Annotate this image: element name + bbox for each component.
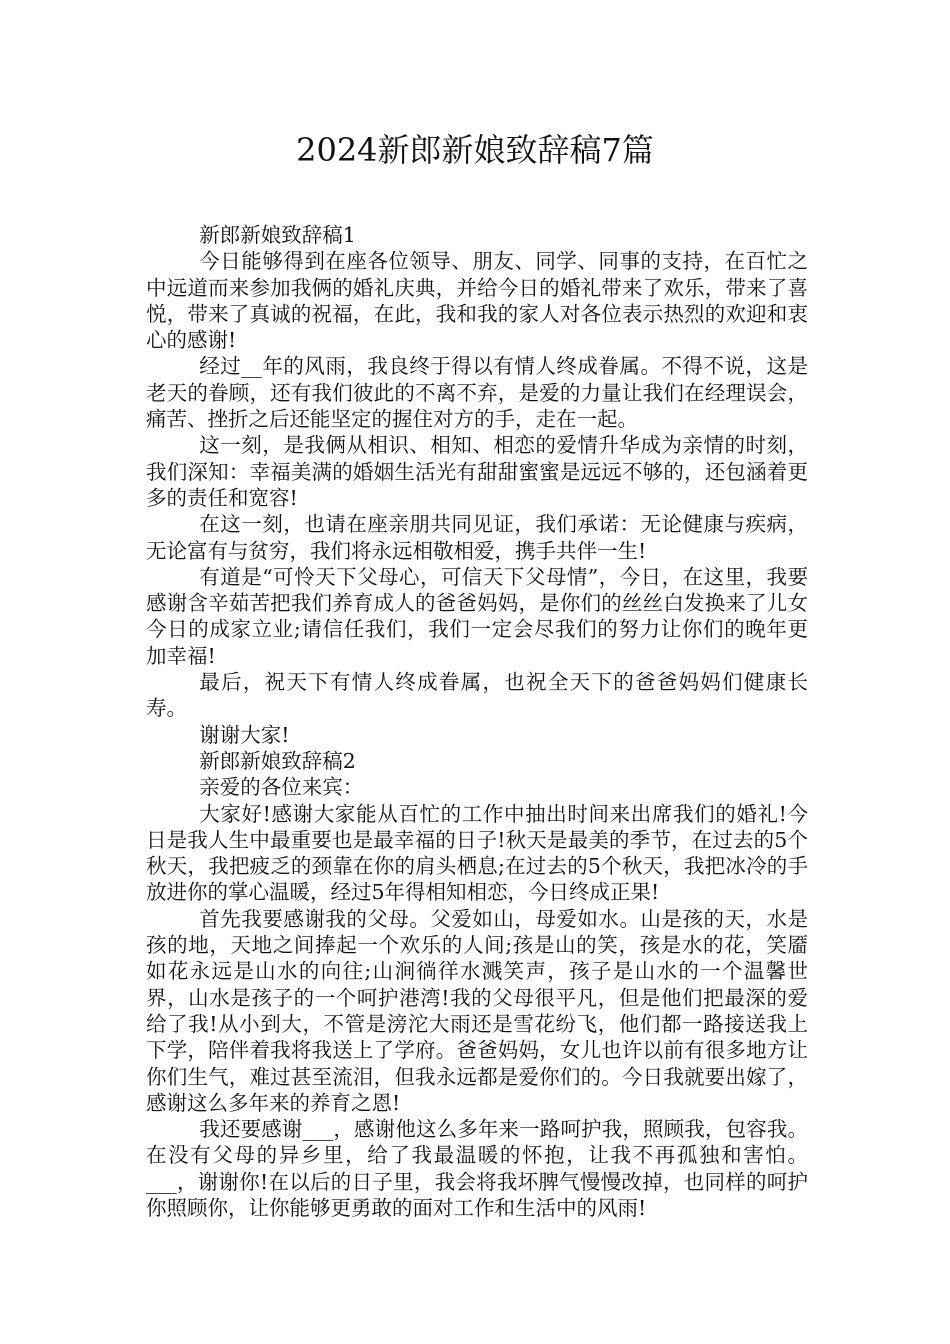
paragraph: 在这一刻，也请在座亲朋共同见证，我们承诺：无论健康与疾病，无论富有与贫穷，我们将永远相敬相爱，携手共伴一生! bbox=[146, 512, 808, 563]
section-heading-2: 新郎新娘致辞稿2 bbox=[199, 748, 356, 773]
paragraph: 这一刻，是我俩从相识、相知、相恋的爱情升华成为亲情的时刻，我们深知：幸福美满的婚姻生活光有甜甜蜜蜜是远远不够的，还包涵着更多的责任和宽容! bbox=[146, 433, 808, 510]
paragraph: 经过__年的风雨，我良终于得以有情人终成眷属。不得不说，这是老天的眷顾，还有我们彼此的不离不弃，是爱的力量让我们在经理误会，痛苦、挫折之后还能坚定的握住对方的手，走在一起。 bbox=[146, 354, 808, 432]
paragraph: 谢谢大家! bbox=[199, 722, 290, 747]
document-body bbox=[146, 222, 808, 1221]
section-heading-1: 新郎新娘致辞稿1 bbox=[199, 223, 356, 247]
paragraph: 大家好!感谢大家能从百忙的工作中抽出时间来出席我们的婚礼!今日是我人生中最重要也是最幸福的日子!秋天是最美的季节，在过去的5个秋天，我把疲乏的颈靠在你的肩头栖息;在过去的5个秋天，我把冰冷的手放进你的掌心温暖，经过5年得相知相恋，今日终成正果! bbox=[146, 801, 808, 905]
paragraph: 有道是“可怜天下父母心，可信天下父母情”，今日，在这里，我要感谢含辛茹苦把我们养育成人的爸爸妈妈，是你们的丝丝白发换来了儿女今日的成家立业;请信任我们，我们一定会尽我们的努力让你们的晚年更加幸福! bbox=[146, 564, 808, 668]
paragraph: 我还要感谢___，感谢他这么多年来一路呵护我，照顾我，包容我。在没有父母的异乡里，给了我最温暖的怀抱，让我不再孤独和害怕。___，谢谢你!在以后的日子里，我会将我坏脾气慢慢改掉，也同样的呵护你照顾你，让你能够更勇敢的面对工作和生活中的风雨! bbox=[146, 1117, 808, 1220]
salutation: 亲爱的各位来宾： bbox=[199, 775, 364, 800]
paragraph: 今日能够得到在座各位领导、朋友、同学、同事的支持，在百忙之中远道而来参加我俩的婚礼庆典，并给今日的婚礼带来了欢乐，带来了喜悦，带来了真诚的祝福，在此，我和我的家人对各位表示热烈的欢迎和衷心的感谢! bbox=[146, 249, 808, 353]
document-title: 2024新郎新娘致辞稿7篇 bbox=[296, 131, 654, 169]
paragraph: 最后，祝天下有情人终成眷属，也祝全天下的爸爸妈妈们健康长寿。 bbox=[146, 670, 808, 721]
paragraph: 首先我要感谢我的父母。父爱如山，母爱如水。山是孩的天，水是孩的地，天地之间捧起一个欢乐的人间;孩是山的笑，孩是水的花，笑靥如花永远是山水的向往;山涧徜徉水溅笑声，孩子是山水的一个温馨世界，山水是孩子的一个呵护港湾!我的父母很平凡，但是他们把最深的爱给了我!从小到大，不管是滂沱大雨还是雪花纷飞，他们都一路接送我上下学，陪伴着我将我送上了学府。爸爸妈妈，女儿也许以前有很多地方让你们生气，难过甚至流泪，但我永远都是爱你们的。今日我就要出嫁了，感谢这么多年来的养育之恩! bbox=[146, 906, 808, 1115]
